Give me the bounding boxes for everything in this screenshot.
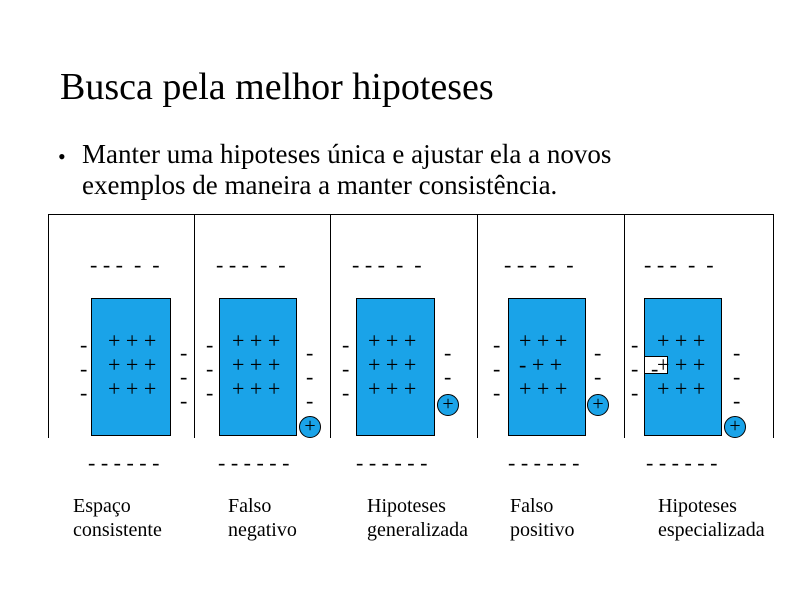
panel5-left-minus-3: - — [631, 380, 639, 405]
panel2-caption-line-1: Falso — [228, 495, 272, 517]
panel4-bottom-negatives: - - - - - - — [508, 450, 580, 475]
panel2-plus-row-3: + + + — [232, 376, 281, 401]
panel2-outer-minus-3: - — [180, 388, 188, 413]
panel4-caption-line-2: positivo — [510, 519, 575, 541]
panel2-left-minus-3: - — [206, 380, 214, 405]
panel1-left-minus-2: - — [80, 356, 88, 381]
panel4-plus-row-3: + + + — [519, 376, 568, 401]
panel3-plus-row-1: + + + — [368, 328, 417, 353]
panel3-left-minus-3: - — [342, 380, 350, 405]
panel5-caption-line-1: Hipoteses — [658, 495, 737, 517]
panel2-plus-row-1: + + + — [232, 328, 281, 353]
panel2-plus-row-2: + + + — [232, 352, 281, 377]
panel2-caption-line-2: negativo — [228, 519, 297, 541]
panel2-right-minus-1: - — [306, 340, 314, 365]
bullet-text-line-2: exemplos de maneira a manter consistência. — [82, 170, 558, 200]
panel5-right-minus-3: - — [733, 388, 741, 413]
panel3-right-minus-2: - — [444, 364, 452, 389]
panel2-false-negative-plus: + — [299, 416, 321, 438]
panel5-bottom-negatives: - - - - - - — [646, 450, 718, 475]
panel2-left-minus-2: - — [206, 356, 214, 381]
panel3-plus-row-2: + + + — [368, 352, 417, 377]
panel2-outer-minus-1: - — [180, 340, 188, 365]
panel3-bottom-negatives: - - - - - - — [356, 450, 428, 475]
panel-left-border — [48, 214, 49, 438]
panel-divider-1 — [194, 214, 195, 438]
panel-divider-3 — [477, 214, 478, 438]
panel5-plus-row-3: + + + — [657, 376, 706, 401]
panel3-left-minus-2: - — [342, 356, 350, 381]
panel3-top-negatives: - - - - - — [352, 252, 422, 277]
bullet-text-line-1: Manter uma hipoteses única e ajustar ela a novos — [82, 139, 612, 169]
panel4-plus-row-2-with-minus: - + + — [519, 352, 563, 377]
panel-top-border — [48, 214, 774, 215]
panel4-top-negatives: - - - - - — [504, 252, 574, 277]
panel3-generalized-plus: + — [437, 394, 459, 416]
panel5-right-minus-1: - — [733, 340, 741, 365]
bullet-marker: • — [58, 144, 66, 169]
panel1-left-minus-3: - — [80, 380, 88, 405]
panel4-left-minus-1: - — [493, 332, 501, 357]
panel1-plus-row-1: + + + — [108, 328, 157, 353]
panel1-caption-line-1: Espaço — [73, 495, 131, 517]
panel3-right-minus-1: - — [444, 340, 452, 365]
panel2-bottom-negatives: - - - - - - — [218, 450, 290, 475]
panel4-plus-row-1: + + + — [519, 328, 568, 353]
panel1-top-negatives: - - - - - — [90, 252, 160, 277]
panel1-left-minus-1: - — [80, 332, 88, 357]
panel4-left-minus-3: - — [493, 380, 501, 405]
panel5-plus-row-2: + + + — [657, 352, 706, 377]
panel4-right-minus-1: - — [594, 340, 602, 365]
panel3-caption-line-2: generalizada — [367, 519, 469, 541]
panel1-bottom-negatives: - - - - - - — [88, 450, 160, 475]
panel1-caption-line-2: consistente — [73, 519, 162, 541]
panel3-plus-row-3: + + + — [368, 376, 417, 401]
panel2-left-minus-1: - — [206, 332, 214, 357]
panel3-caption-line-1: Hipoteses — [367, 495, 446, 517]
panel5-top-negatives: - - - - - — [644, 252, 714, 277]
panel5-left-minus-1: - — [631, 332, 639, 357]
panel2-top-negatives: - - - - - — [216, 252, 286, 277]
panel-divider-4 — [624, 214, 625, 438]
panel2-right-minus-3: - — [306, 388, 314, 413]
panel-right-border — [773, 214, 774, 438]
panel4-false-positive-plus: + — [587, 394, 609, 416]
panel2-right-minus-2: - — [306, 364, 314, 389]
slide-title: Busca pela melhor hipoteses — [60, 66, 494, 108]
panel5-excluded-minus: - — [651, 356, 659, 381]
panel2-outer-minus-2: - — [180, 364, 188, 389]
panel5-caption-line-2: especializada — [658, 519, 765, 541]
panel5-plus-row-1: + + + — [657, 328, 706, 353]
panel5-right-minus-2: - — [733, 364, 741, 389]
panel3-left-minus-1: - — [342, 332, 350, 357]
panel4-left-minus-2: - — [493, 356, 501, 381]
panel1-plus-row-3: + + + — [108, 376, 157, 401]
panel4-caption-line-1: Falso — [510, 495, 554, 517]
panel4-right-minus-2: - — [594, 364, 602, 389]
panel5-left-minus-2: - — [631, 356, 639, 381]
panel1-plus-row-2: + + + — [108, 352, 157, 377]
panel5-specialized-plus: + — [724, 416, 746, 438]
panel-divider-2 — [330, 214, 331, 438]
